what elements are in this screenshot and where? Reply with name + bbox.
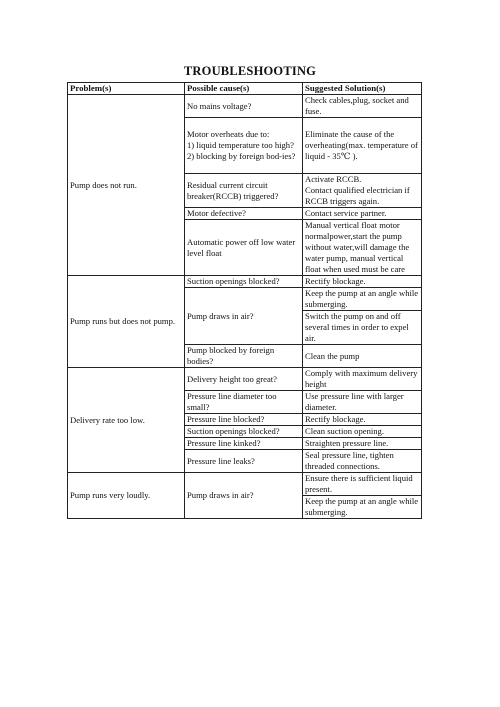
cause-cell: Automatic power off low water level float: [185, 220, 303, 276]
solution-cell: Keep the pump at an angle while submerging.: [303, 496, 422, 519]
cause-cell: Pressure line blocked?: [185, 414, 303, 426]
page-title: TROUBLESHOOTING: [183, 64, 317, 78]
solution-cell: Ensure there is sufficient liquid present.: [303, 473, 422, 496]
solution-cell: Seal pressure line, tighten threaded connections.: [303, 450, 422, 473]
cause-cell: Motor defective?: [185, 208, 303, 220]
problem-cell: Pump runs but does not pump.: [68, 276, 185, 368]
cause-cell: Pressure line leaks?: [185, 450, 303, 473]
problem-cell: Pump runs very loudly.: [68, 473, 185, 519]
problem-cell: Delivery rate too low.: [68, 368, 185, 473]
cause-cell: Delivery height too great?: [185, 368, 303, 391]
header-cause: Possible cause(s): [185, 83, 303, 95]
cause-cell: Pressure line diameter too small?: [185, 391, 303, 414]
solution-cell: Use pressure line with larger diameter.: [303, 391, 422, 414]
solution-cell: Manual vertical float motor normalpower,start the pump without water,will damage the water pump, manual vertical float when used must be care: [303, 220, 422, 276]
table-header-row: [68, 83, 422, 95]
header-solution: Suggested Solution(s): [303, 83, 422, 95]
table-row: [68, 95, 422, 118]
cause-cell: Pump draws in air?: [185, 288, 303, 345]
solution-cell: Eliminate the cause of the overheating(max. temperature of liquid - 35℃ ).: [303, 118, 422, 174]
solution-cell: Rectify blockage.: [303, 414, 422, 426]
table-row: [68, 368, 422, 391]
solution-cell: Keep the pump at an angle while submerging.: [303, 288, 422, 311]
solution-cell: Clean the pump: [303, 345, 422, 368]
cause-cell: Pump blocked by foreign bodies?: [185, 345, 303, 368]
solution-cell: Rectify blockage.: [303, 276, 422, 288]
table-row: [68, 276, 422, 288]
table-row: [68, 473, 422, 496]
solution-cell: Comply with maximum delivery height: [303, 368, 422, 391]
cause-cell: Residual current circuit breaker(RCCB) triggered?: [185, 174, 303, 208]
table-body: [68, 95, 422, 519]
solution-cell: Switch the pump on and off several times in order to expel air.: [303, 311, 422, 345]
problem-cell: Pump does not run.: [68, 95, 185, 276]
cause-cell: Suction openings blocked?: [185, 276, 303, 288]
cause-cell: Suction openings blocked?: [185, 426, 303, 438]
header-problem: Problem(s): [68, 83, 185, 95]
solution-cell: Straighten pressure line.: [303, 438, 422, 450]
solution-cell: Contact service partner.: [303, 208, 422, 220]
cause-cell: Motor overheats due to: 1) liquid temperature too high? 2) blocking by foreign bod-ies?: [185, 118, 303, 174]
solution-cell: Activate RCCB. Contact qualified electrician if RCCB triggers again.: [303, 174, 422, 208]
solution-cell: Check cables,plug, socket and fuse.: [303, 95, 422, 118]
cause-cell: Pressure line kinked?: [185, 438, 303, 450]
cause-cell: No mains voltage?: [185, 95, 303, 118]
cause-cell: Pump draws in air?: [185, 473, 303, 519]
solution-cell: Clean suction opening.: [303, 426, 422, 438]
troubleshooting-table: [67, 82, 422, 519]
